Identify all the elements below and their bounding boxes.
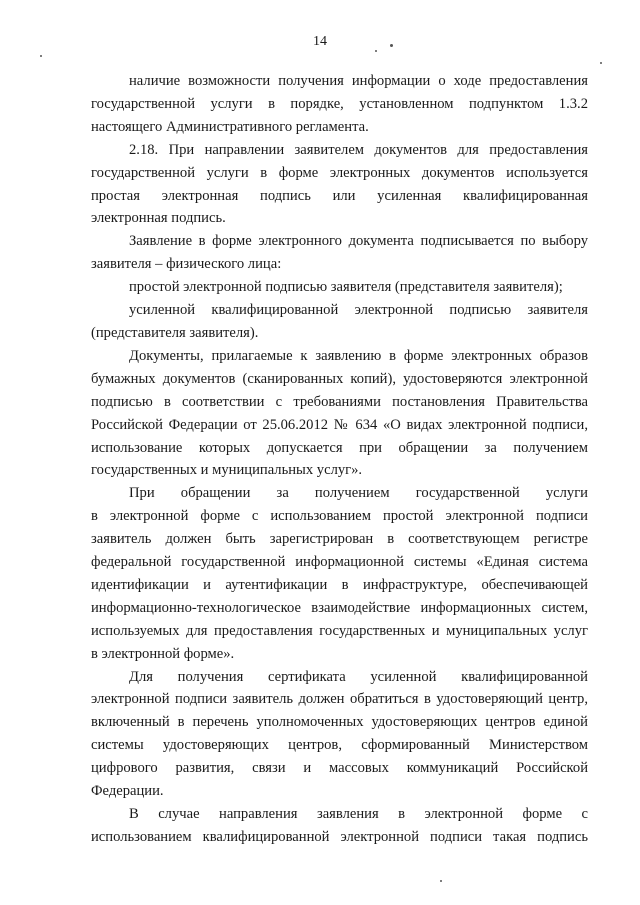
text-line: федеральной государственной информационной системы «Единая система [91,554,588,571]
text-line: использование которых допускается при обращении за получением [91,439,588,456]
scan-speck [375,50,377,52]
text-line: усиленной квалифицированной электронной подписью заявителя [129,302,588,319]
text-line: в электронной форме». [91,645,235,662]
text-line: бумажных документов (сканированных копий), удостоверяются электронной [91,370,588,387]
text-line: Для получения сертификата усиленной квалифицированной [129,668,588,685]
document-body [91,70,588,849]
text-line: государственной услуги в порядке, установленном подпунктом 1.3.2 [91,95,588,112]
text-line: простой электронной подписью заявителя (представителя заявителя); [129,279,563,296]
text-line: В случае направления заявления в электронной форме с [129,806,588,822]
text-line: Документы, прилагаемые к заявлению в форме электронных образов [129,347,588,364]
text-line: При обращении за получением государственной услуги [129,485,588,502]
text-line: простая электронная подпись или усиленная квалифицированная [91,187,588,204]
text-line: включенный в перечень уполномоченных удостоверяющих центров единой [91,714,588,731]
paragraph-1 [91,70,588,139]
page-number: 14 [313,34,327,49]
text-line: заявитель должен быть зарегистрирован в соответствующем регистре [91,531,588,548]
text-line: настоящего Административного регламента. [91,118,369,135]
paragraph-4 [91,276,588,299]
scan-speck [440,880,442,882]
paragraph-2 [91,139,588,231]
paragraph-8 [91,666,588,803]
paragraph-5 [91,299,588,345]
paragraph-7 [91,482,588,665]
text-line: государственной услуги в форме электронных документов используется [91,164,588,181]
text-line: заявителя – физического лица: [91,256,282,273]
text-line: электронной подписи заявитель должен обратиться в удостоверяющий центр, [91,691,588,708]
scan-speck [390,44,393,47]
text-line: 2.18. При направлении заявителем документов для предоставления [129,141,588,158]
paragraph-3 [91,230,588,276]
paragraph-6 [91,345,588,482]
text-line: наличие возможности получения информации о ходе предоставления [129,73,588,89]
text-line: государственных и муниципальных услуг». [91,462,363,479]
text-line: электронная подпись. [91,210,226,227]
text-line: информационно-технологическое взаимодействие информационных систем, [91,599,588,616]
text-line: системы удостоверяющих центров, сформированный Министерством [91,737,588,754]
scan-speck [40,55,42,57]
text-line: цифрового развития, связи и массовых коммуникаций Российской [91,760,588,777]
text-line: Федерации. [91,783,164,800]
text-line: используемых для предоставления государственных и муниципальных услуг [91,622,588,639]
text-line: использованием квалифицированной электронной подписи такая подпись [91,828,588,845]
text-line: (представителя заявителя). [91,324,259,341]
paragraph-9 [91,803,588,849]
text-line: подписью в соответствии с требованиями постановления Правительства [91,393,588,410]
scan-speck [600,62,602,64]
text-line: идентификации и аутентификации в инфраструктуре, обеспечивающей [91,576,588,593]
text-line: Заявление в форме электронного документа подписывается по выбору [129,233,588,250]
text-line: в электронной форме с использованием простой электронной подписи [91,508,588,525]
text-line: Российской Федерации от 25.06.2012 № 634 «О видах электронной подписи, [91,416,588,433]
